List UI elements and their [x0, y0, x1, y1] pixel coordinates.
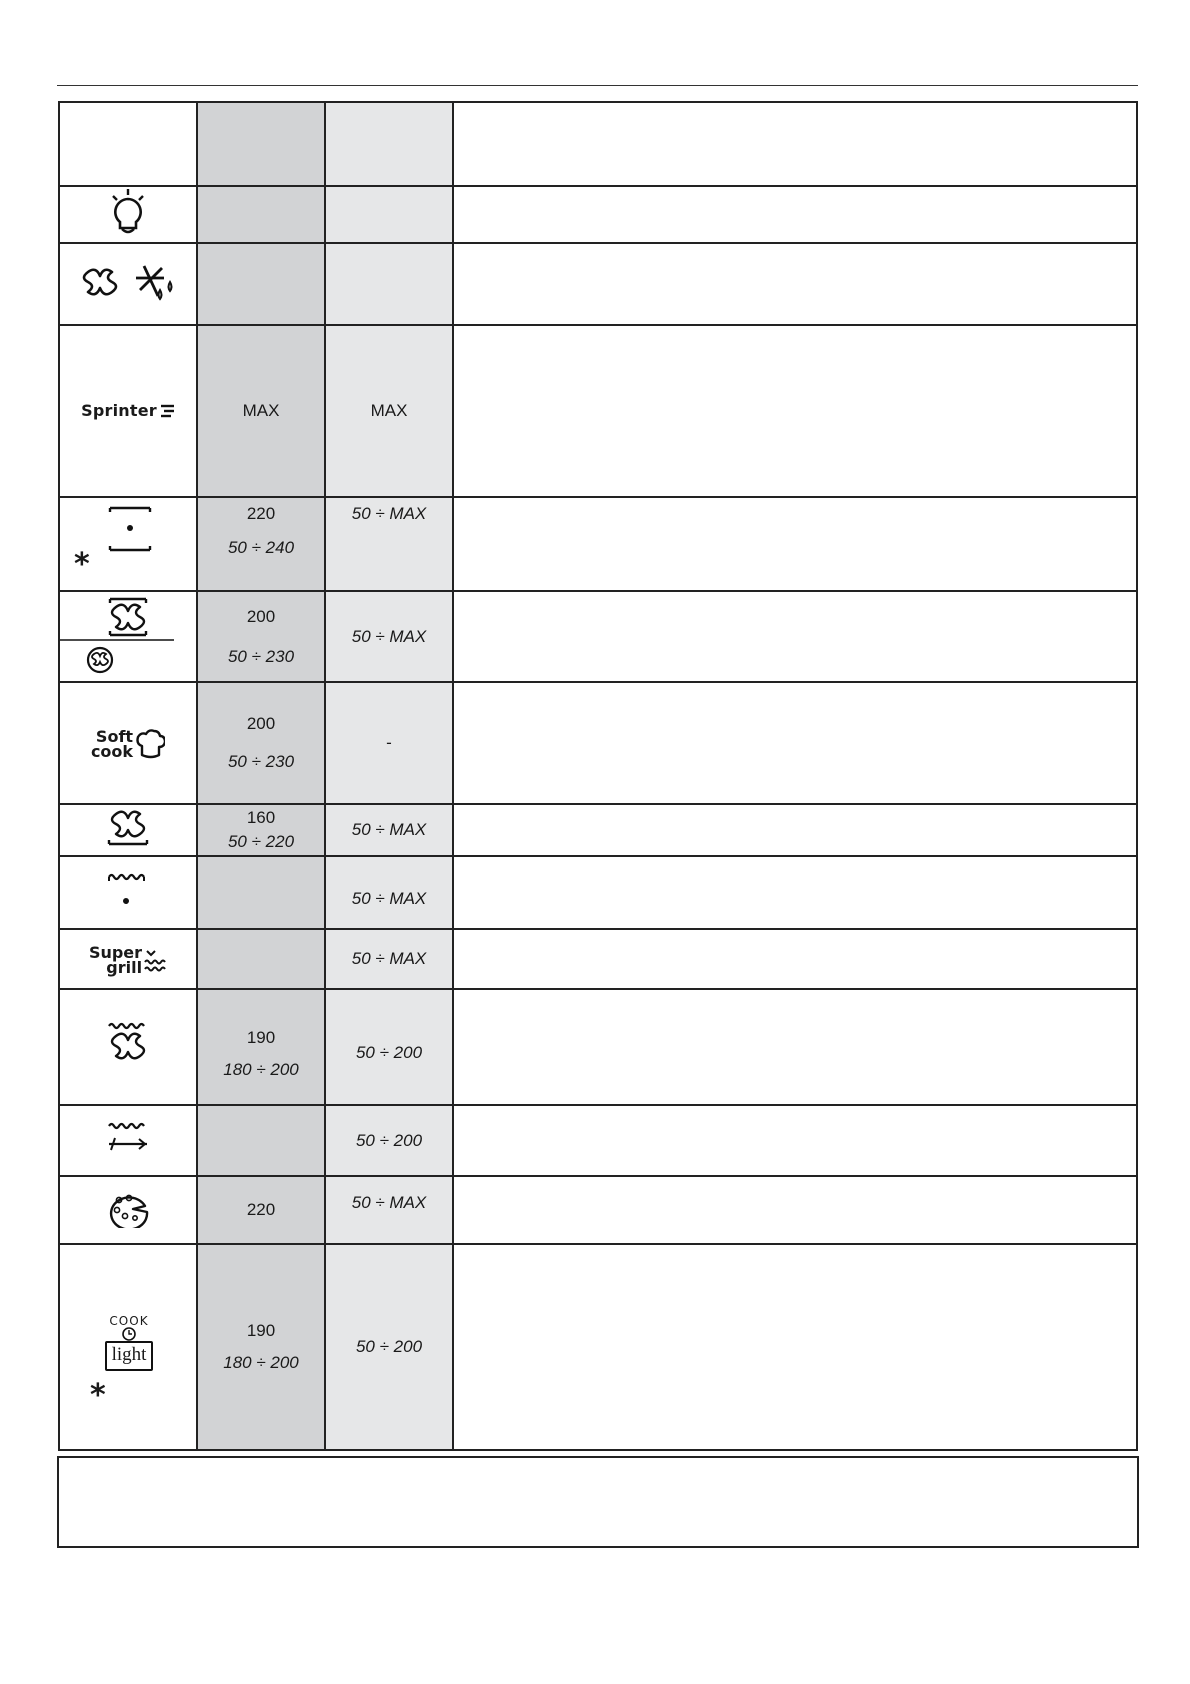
header-range-cell	[325, 102, 453, 186]
header-default-cell	[197, 102, 325, 186]
default-temp: 200	[246, 714, 276, 733]
temp-range-cell	[325, 989, 453, 1105]
default-temp: 190	[246, 1321, 276, 1340]
table-row	[59, 1105, 1137, 1176]
soft-cook-label-top: Soft	[95, 726, 134, 746]
function-icon-cell	[59, 804, 197, 856]
table-row	[59, 682, 1137, 804]
default-temp: 220	[246, 1200, 276, 1219]
default-temp: 190	[246, 1028, 276, 1047]
table-row	[59, 1244, 1137, 1450]
default-temp-cell	[197, 682, 325, 804]
cook-light-label-top: COOK	[109, 1314, 149, 1328]
default-temp-cell	[197, 497, 325, 591]
table-row	[59, 856, 1137, 929]
temp-range-cell	[325, 804, 453, 856]
table-row	[59, 591, 1137, 682]
soft-cook-label-bottom: cook	[90, 741, 134, 761]
table-row	[59, 989, 1137, 1105]
pizza-icon	[105, 1188, 151, 1228]
temp-range-cell	[325, 591, 453, 682]
oven-functions-table	[58, 101, 1138, 1451]
default-temp-range: 50 ÷ 230	[227, 752, 295, 771]
temp-range: MAX	[370, 401, 408, 420]
default-temp-cell	[197, 591, 325, 682]
temp-range: 50 ÷ 200	[355, 1130, 423, 1150]
temp-range: 50 ÷ MAX	[351, 949, 427, 968]
description-cell	[453, 243, 1137, 325]
temp-range-cell	[325, 325, 453, 497]
grill-icon	[105, 865, 151, 915]
function-icon-cell	[59, 1244, 197, 1450]
default-temp: MAX	[242, 401, 280, 420]
temp-range: 50 ÷ MAX	[351, 504, 427, 523]
table-row	[59, 804, 1137, 856]
default-temp-cell	[197, 186, 325, 243]
function-icon-cell	[59, 186, 197, 243]
default-temp-cell	[197, 929, 325, 989]
default-temp-cell	[197, 989, 325, 1105]
header-description-cell	[453, 102, 1137, 186]
temp-range-cell	[325, 186, 453, 243]
timer-icon	[121, 1327, 137, 1341]
description-cell	[453, 929, 1137, 989]
temp-range: 50 ÷ 200	[355, 1337, 423, 1356]
fan-oven-icon	[60, 593, 196, 681]
cook-light-icon	[104, 1315, 154, 1371]
temp-range: -	[386, 733, 392, 752]
grill-waves-icon	[143, 947, 167, 975]
description-cell	[453, 1244, 1137, 1450]
temp-range: 50 ÷ MAX	[351, 626, 427, 646]
temp-range-cell	[325, 929, 453, 989]
super-grill-icon	[89, 945, 167, 975]
multi-level-icon	[105, 806, 151, 850]
asterisk-mark: *	[74, 547, 90, 582]
default-temp-range: 50 ÷ 220	[227, 832, 295, 851]
description-cell	[453, 186, 1137, 243]
function-icon-cell	[59, 325, 197, 497]
super-grill-label-bottom: grill	[106, 958, 143, 977]
temp-range-cell	[325, 1244, 453, 1450]
temp-range: 50 ÷ MAX	[351, 1193, 427, 1212]
default-temp-range: 180 ÷ 200	[223, 1353, 299, 1372]
table-row	[59, 929, 1137, 989]
function-icon-cell	[59, 1176, 197, 1244]
table-row	[59, 243, 1137, 325]
default-temp-cell	[197, 243, 325, 325]
table-row	[59, 497, 1137, 591]
temp-range-cell	[325, 1105, 453, 1176]
function-icon-cell	[59, 243, 197, 325]
temp-range-cell	[325, 682, 453, 804]
temp-range: 50 ÷ MAX	[351, 820, 427, 839]
function-icon-cell	[59, 591, 197, 682]
default-temp-range: 50 ÷ 240	[227, 538, 295, 557]
default-temp-cell	[197, 804, 325, 856]
lamp-icon	[106, 187, 150, 237]
default-temp-cell	[197, 1176, 325, 1244]
asterisk-mark: *	[90, 1378, 106, 1413]
cook-light-label-bottom: light	[111, 1344, 147, 1365]
speed-lines-icon	[159, 403, 175, 419]
header-icon-cell	[59, 102, 197, 186]
description-cell	[453, 1176, 1137, 1244]
description-cell	[453, 804, 1137, 856]
function-icon-cell	[59, 929, 197, 989]
static-oven-icon	[107, 504, 153, 554]
default-temp-cell	[197, 1105, 325, 1176]
note-box	[57, 1456, 1139, 1548]
default-temp: 160	[246, 808, 276, 827]
table-row	[59, 186, 1137, 243]
temp-range-cell	[325, 243, 453, 325]
temp-range: 50 ÷ 200	[355, 1043, 423, 1062]
description-cell	[453, 682, 1137, 804]
default-temp-cell	[197, 856, 325, 929]
default-temp-cell	[197, 325, 325, 497]
description-cell	[453, 325, 1137, 497]
turnspit-icon	[105, 1118, 151, 1158]
function-icon-cell	[59, 1105, 197, 1176]
chef-hat-icon	[135, 728, 165, 760]
table-row	[59, 325, 1137, 497]
super-grill-label-top: Super	[88, 943, 143, 962]
default-temp: 220	[246, 504, 276, 523]
default-temp: 200	[246, 606, 276, 626]
description-cell	[453, 497, 1137, 591]
soft-cook-icon	[91, 728, 165, 760]
sprinter-icon	[81, 401, 175, 420]
temp-range: 50 ÷ MAX	[351, 888, 427, 908]
default-temp-range: 180 ÷ 200	[223, 1060, 299, 1079]
table-header-row	[59, 102, 1137, 186]
temp-range-cell	[325, 856, 453, 929]
default-temp-range: 50 ÷ 230	[227, 646, 295, 666]
description-cell	[453, 1105, 1137, 1176]
sprinter-label: Sprinter	[81, 401, 157, 420]
description-cell	[453, 989, 1137, 1105]
description-cell	[453, 856, 1137, 929]
table-row	[59, 1176, 1137, 1244]
top-rule	[57, 85, 1138, 86]
temp-range-cell	[325, 497, 453, 591]
default-temp-cell	[197, 1244, 325, 1450]
description-cell	[453, 591, 1137, 682]
temp-range-cell	[325, 1176, 453, 1244]
function-icon-cell	[59, 497, 197, 591]
fan-grill-icon	[105, 1020, 151, 1070]
function-icon-cell	[59, 856, 197, 929]
function-icon-cell	[59, 989, 197, 1105]
function-icon-cell	[59, 682, 197, 804]
defrost-icon	[78, 260, 178, 304]
